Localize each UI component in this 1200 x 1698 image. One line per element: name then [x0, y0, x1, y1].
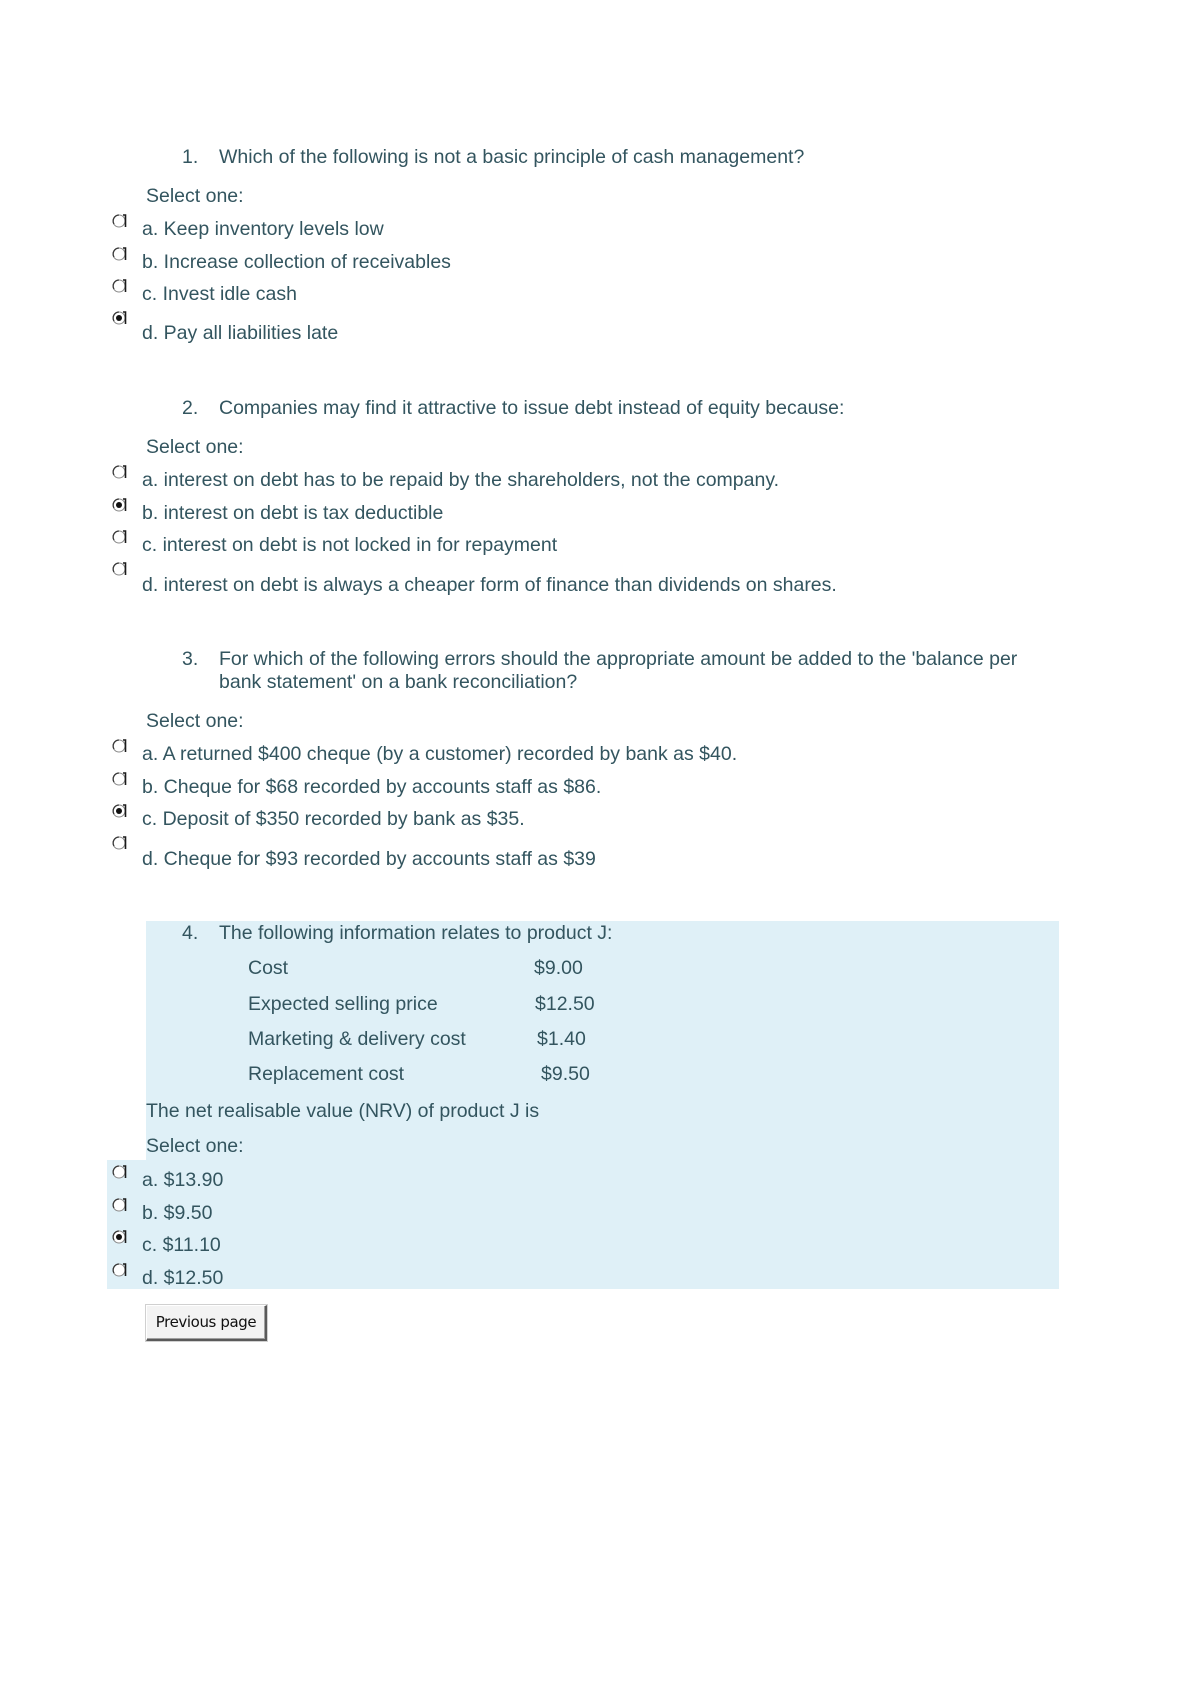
question-text: The following information relates to product J: — [219, 922, 613, 944]
radio-q4-a[interactable] — [111, 1163, 129, 1181]
radio-q1-d[interactable] — [111, 309, 129, 327]
previous-page-button[interactable]: Previous page — [146, 1305, 267, 1341]
option-label[interactable]: d. $12.50 — [142, 1267, 224, 1289]
option-label[interactable]: b. $9.50 — [142, 1202, 213, 1224]
radio-q4-b[interactable] — [111, 1196, 129, 1214]
info-value-selling-price: $12.50 — [535, 993, 595, 1015]
radio-q2-c[interactable] — [111, 528, 129, 546]
radio-unchecked-icon — [111, 1163, 129, 1181]
radio-q3-c[interactable] — [111, 802, 129, 820]
select-one-label: Select one: — [146, 185, 244, 207]
radio-q2-b[interactable] — [111, 496, 129, 514]
radio-unchecked-icon — [111, 463, 129, 481]
question-number: 3. — [182, 648, 199, 670]
option-label[interactable]: a. interest on debt has to be repaid by the shareholders, not the company. — [142, 469, 780, 491]
option-label[interactable]: b. Cheque for $68 recorded by accounts staff as $86. — [142, 776, 602, 798]
question-text-line-1: For which of the following errors should the appropriate amount be added to the 'balance per — [219, 648, 1018, 670]
radio-unchecked-icon — [111, 277, 129, 295]
option-label[interactable]: c. $11.10 — [142, 1234, 221, 1256]
radio-unchecked-icon — [111, 834, 129, 852]
radio-q4-c[interactable] — [111, 1228, 129, 1246]
radio-unchecked-icon — [111, 770, 129, 788]
question-text-line-2: bank statement' on a bank reconciliation? — [219, 671, 578, 693]
radio-checked-icon — [111, 309, 129, 327]
radio-unchecked-icon — [111, 528, 129, 546]
option-label[interactable]: d. Cheque for $93 recorded by accounts staff as $39 — [142, 848, 596, 870]
option-label[interactable]: c. Invest idle cash — [142, 283, 297, 305]
info-label-cost: Cost — [248, 957, 289, 979]
radio-unchecked-icon — [111, 737, 129, 755]
question-text: Companies may find it attractive to issue debt instead of equity because: — [219, 397, 845, 419]
question-stem: The net realisable value (NRV) of product J is — [146, 1100, 540, 1122]
radio-q1-b[interactable] — [111, 245, 129, 263]
question-number: 2. — [182, 397, 199, 419]
radio-q1-c[interactable] — [111, 277, 129, 295]
radio-checked-icon — [111, 802, 129, 820]
question-number: 4. — [182, 922, 199, 944]
radio-q3-b[interactable] — [111, 770, 129, 788]
option-label[interactable]: a. A returned $400 cheque (by a customer) recorded by bank as $40. — [142, 743, 738, 765]
question-text: Which of the following is not a basic principle of cash management? — [219, 146, 805, 168]
radio-q3-d[interactable] — [111, 834, 129, 852]
info-value-replacement-cost: $9.50 — [541, 1063, 590, 1085]
info-value-cost: $9.00 — [534, 957, 583, 979]
info-label-marketing-delivery: Marketing & delivery cost — [248, 1028, 466, 1050]
info-label-replacement-cost: Replacement cost — [248, 1063, 405, 1085]
option-label[interactable]: d. interest on debt is always a cheaper form of finance than dividends on shares. — [142, 574, 837, 596]
option-label[interactable]: a. $13.90 — [142, 1169, 224, 1191]
option-label[interactable]: c. Deposit of $350 recorded by bank as $35. — [142, 808, 525, 830]
option-label[interactable]: a. Keep inventory levels low — [142, 218, 384, 240]
option-label[interactable]: b. interest on debt is tax deductible — [142, 502, 444, 524]
radio-unchecked-icon — [111, 245, 129, 263]
option-label[interactable]: c. interest on debt is not locked in for repayment — [142, 534, 558, 556]
radio-q4-d[interactable] — [111, 1261, 129, 1279]
option-label[interactable]: d. Pay all liabilities late — [142, 322, 339, 344]
radio-q2-d[interactable] — [111, 560, 129, 578]
select-one-label: Select one: — [146, 710, 244, 732]
radio-checked-icon — [111, 1228, 129, 1246]
radio-q1-a[interactable] — [111, 212, 129, 230]
radio-unchecked-icon — [111, 1196, 129, 1214]
select-one-label: Select one: — [146, 436, 244, 458]
radio-unchecked-icon — [111, 1261, 129, 1279]
radio-unchecked-icon — [111, 212, 129, 230]
radio-q2-a[interactable] — [111, 463, 129, 481]
select-one-label: Select one: — [146, 1135, 244, 1157]
info-value-marketing-delivery: $1.40 — [537, 1028, 586, 1050]
radio-unchecked-icon — [111, 560, 129, 578]
question-number: 1. — [182, 146, 199, 168]
option-label[interactable]: b. Increase collection of receivables — [142, 251, 451, 273]
info-label-selling-price: Expected selling price — [248, 993, 438, 1015]
radio-q3-a[interactable] — [111, 737, 129, 755]
radio-checked-icon — [111, 496, 129, 514]
